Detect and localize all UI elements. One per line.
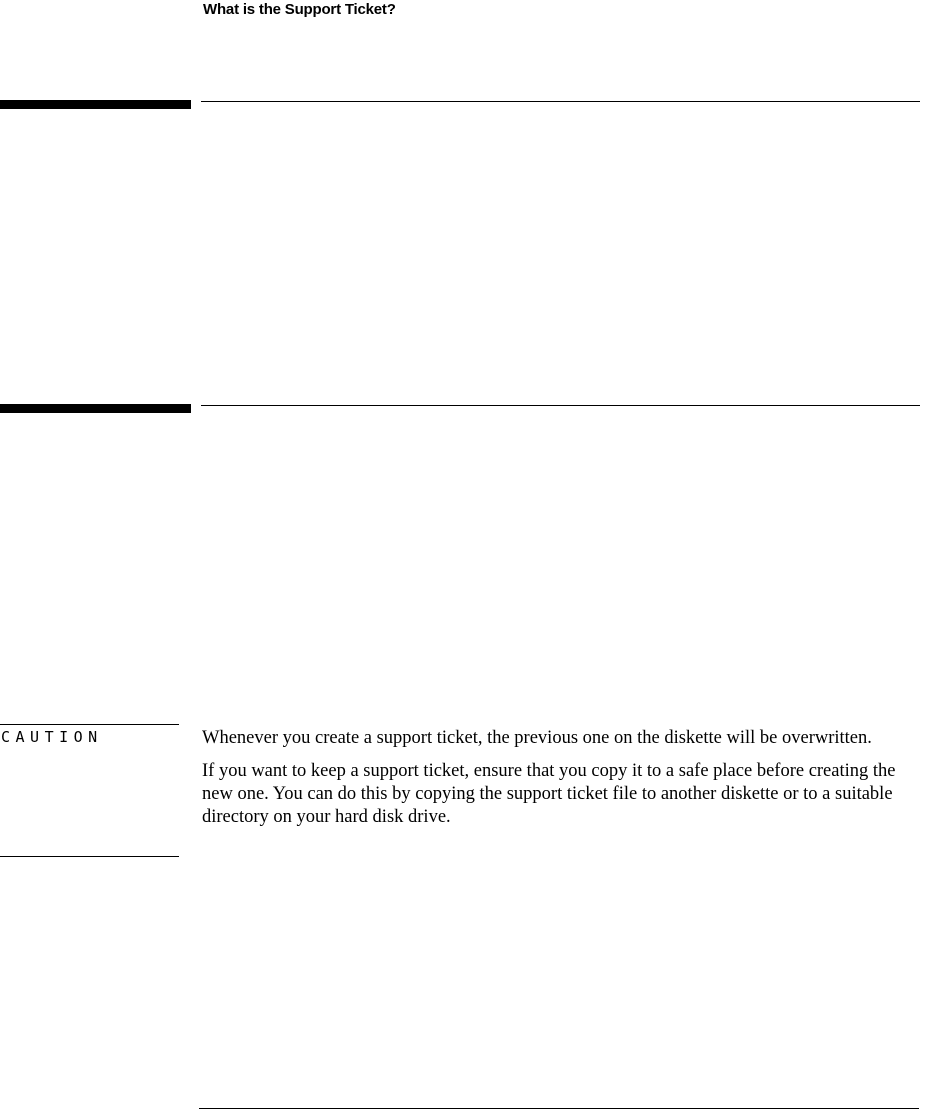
caution-top-rule — [0, 724, 179, 725]
caution-paragraph: If you want to keep a support ticket, ensure that you copy it to a safe place before creating the new one. You can do this by copying the support ticket file to another diskette or to a suitable directory on your hard disk drive. — [202, 761, 896, 827]
section-divider — [201, 405, 920, 406]
running-header-title: What is the Support Ticket? — [203, 1, 396, 18]
section-marker-bar — [0, 404, 191, 413]
page-bottom-rule — [199, 1108, 919, 1109]
caution-bottom-rule — [0, 856, 179, 857]
section-marker-bar — [0, 100, 191, 109]
caution-body — [202, 727, 917, 839]
caution-paragraph: Whenever you create a support ticket, the previous one on the diskette will be overwritten. — [202, 728, 872, 748]
caution-label: CAUTION — [1, 728, 103, 746]
section-divider — [201, 101, 920, 102]
